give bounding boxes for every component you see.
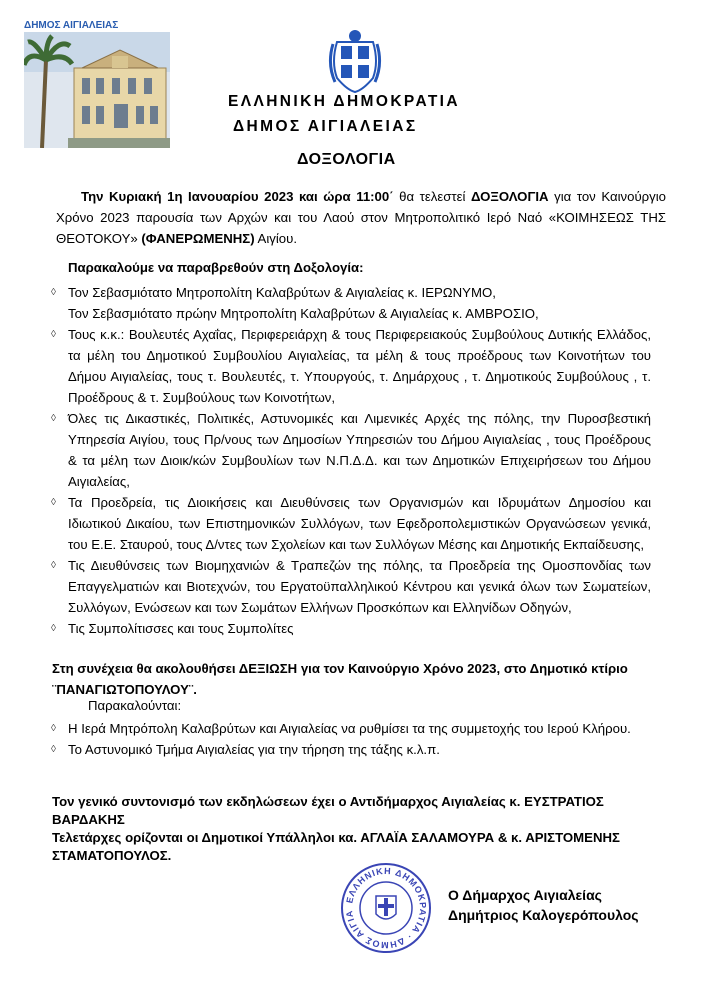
- intro-event: ΔΟΞΟΛΟΓΙΑ: [470, 189, 549, 204]
- diamond-bullet-icon: ◊: [51, 329, 56, 340]
- list-item: ◊ Τις Διευθύνσεις των Βιομηχανιών & Τραπεζών της πόλης, τα Προεδρεία της Ομοσπονδίας των Επαγγελματιών και Βιοτεχνών, του Εργατοϋπαλληλικού Κέντρου και γενικά όλων των Σωματείων, Συλλόγων, Ενώσεων και των Σωμάτων Ελλήνων Προσκόπων και Ελληνίδων Οδηγών,: [51, 555, 651, 618]
- list-item: ◊ Όλες τις Δικαστικές, Πολιτικές, Αστυνομικές και Λιμενικές Αρχές της πόλης, την Πυροσβεστική Υπηρεσία Αιγίου, τους Πρ/νους των Δημοσίων Υπηρεσιών του Δήμου Αιγιαλείας , τους Προέδρους & τα μέλη των Διοικ/κών Συμβουλίων των Ν.Π.Δ.Δ. και των Δημοτικών Επιχειρήσεων του Δήμου Αιγιαλείας,: [51, 408, 651, 492]
- list-item: ◊ Η Ιερά Μητρόπολη Καλαβρύτων και Αιγιαλείας να ρυθμίσει τα της συμμετοχής του Ιερού Κλήρου.: [51, 718, 651, 739]
- mayor-name: Δημήτριος Καλογερόπουλος: [448, 907, 639, 923]
- diamond-bullet-icon: ◊: [51, 560, 56, 571]
- greek-emblem-icon: [327, 24, 383, 94]
- header-municipality: ΔΗΜΟΣ ΑΙΓΙΑΛΕΙΑΣ: [233, 118, 418, 135]
- list-item: ◊ Τα Προεδρεία, τις Διοικήσεις και Διευθύνσεις των Οργανισμών και Ιδρυμάτων Δημοσίου και Ιδιωτικού Δικαίου, των Επιστημονικών Συλλόγων, των Εφεδροπολεμιστικών Οργανώσεων γενικά, του Ε.Ε. Σταυρού, τους Δ/ντες των Σχολείων και των Συλλόγων Μέσης και Δημοτικής Εκπαίδευσης,: [51, 492, 651, 555]
- masters-of-ceremony-line: Τελετάρχες ορίζονται οι Δημοτικοί Υπάλληλοι κα. ΑΓΛΑΪΑ ΣΑΛΑΜΟΥΡΑ & κ. ΑΡΙΣΤΟΜΕΝΗΣ ΣΤΑΜΑΤΟΠΟΥΛΟΣ.: [52, 830, 620, 863]
- list-item: ◊ Τον Σεβασμιότατο Μητροπολίτη Καλαβρύτων & Αιγιαλείας κ. ΙΕΡΩΝΥΜΟ,: [51, 282, 651, 303]
- invitee-list: [51, 282, 651, 639]
- intro-church: (ΦΑΝΕΡΩΜΕΝΗΣ): [141, 231, 255, 246]
- diamond-bullet-icon: ◊: [51, 623, 56, 634]
- list-item: ◊ Το Αστυνομικό Τμήμα Αιγιαλείας για την τήρηση της τάξης κ.λ.π.: [51, 739, 651, 760]
- page-title: ΔΟΞΟΛΟΓΙΑ: [297, 151, 396, 168]
- invitation-heading: Παρακαλούμε να παραβρεθούν στη Δοξολογία:: [68, 260, 364, 275]
- diamond-bullet-icon: ◊: [51, 287, 56, 298]
- town-label: ΔΗΜΟΣ ΑΙΓΙΑΛΕΙΑΣ: [24, 20, 119, 31]
- diamond-bullet-icon: ◊: [51, 723, 56, 734]
- list-item: ◊ Τις Συμπολίτισσες και τους Συμπολίτες: [51, 618, 651, 639]
- reception-notice: Στη συνέχεια θα ακολουθήσει ΔΕΞΙΩΣΗ για τον Καινούργιο Χρόνο 2023, στο Δημοτικό κτίριο ¨ΠΑΝΑΓΙΩΤΟΠΟΥΛΟΥ¨.: [52, 661, 628, 697]
- diamond-bullet-icon: ◊: [51, 413, 56, 424]
- coordination-notice: [52, 793, 662, 865]
- town-hall-photo: [24, 20, 170, 148]
- diamond-bullet-icon: ◊: [51, 744, 56, 755]
- diamond-bullet-icon: ◊: [51, 497, 56, 508]
- list-item: Τον Σεβασμιότατο πρώην Μητροπολίτη Καλαβρύτων & Αιγιαλείας κ. ΑΜΒΡΟΣΙΟ,: [68, 306, 539, 321]
- header-republic: ΕΛΛΗΝΙΚΗ ΔΗΜΟΚΡΑΤΙΑ: [228, 93, 460, 110]
- coordinator-line: Τον γενικό συντονισμό των εκδηλώσεων έχει ο Αντιδήμαρχος Αιγιαλείας κ. ΕΥΣΤΡΑΤΙΟΣ ΒΑΡΔΑΚΗΣ: [52, 794, 604, 827]
- intro-date: Την Κυριακή 1η Ιανουαρίου 2023 και ώρα 11:00΄: [81, 189, 394, 204]
- mayor-title: Ο Δήμαρχος Αιγιαλείας: [448, 887, 602, 903]
- intro-paragraph: Την Κυριακή 1η Ιανουαρίου 2023 και ώρα 11:00΄ θα τελεστεί ΔΟΞΟΛΟΓΙΑ για τον Καινούργιο Χρόνο 2023 παρουσία των Αρχών και του Λαού στον Μητροπολιτικό Ιερό Ναό «ΚΟΙΜΗΣΕΩΣ ΤΗΣ ΘΕΟΤΟΚΟΥ» (ΦΑΝΕΡΩΜΕΝΗΣ) Αιγίου.: [56, 189, 667, 246]
- attend-label: Παρακαλούνται:: [88, 698, 182, 713]
- list-item: ◊ Τους κ.κ.: Βουλευτές Αχαΐας, Περιφερειάρχη & τους Περιφερειακούς Συμβούλους Δυτικής Ελλάδος, τα μέλη του Δημοτικού Συμβουλίου Αιγιαλείας, τα μέλη & τους προέδρους των Κοινοτήτων του Δήμου Αιγιαλείας, τους τ. Βουλευτές, τ. Υπουργούς, τ. Δημάρχους , τ. Δημοτικούς Συμβούλους , τ. Προέδρους & τ. Συμβούλους των Κοινοτήτων,: [51, 324, 651, 408]
- duty-list: [51, 718, 651, 760]
- municipal-seal-icon: [340, 862, 432, 954]
- svg-text:ΕΛΛΗΝΙΚΗ ΔΗΜΟΚΡΑΤΙΑ · ΔΗΜΟΣ ΑΙ: ΕΛΛΗΝΙΚΗ ΔΗΜΟΚΡΑΤΙΑ · ΔΗΜΟΣ ΑΙΓΙΑ: [343, 865, 429, 951]
